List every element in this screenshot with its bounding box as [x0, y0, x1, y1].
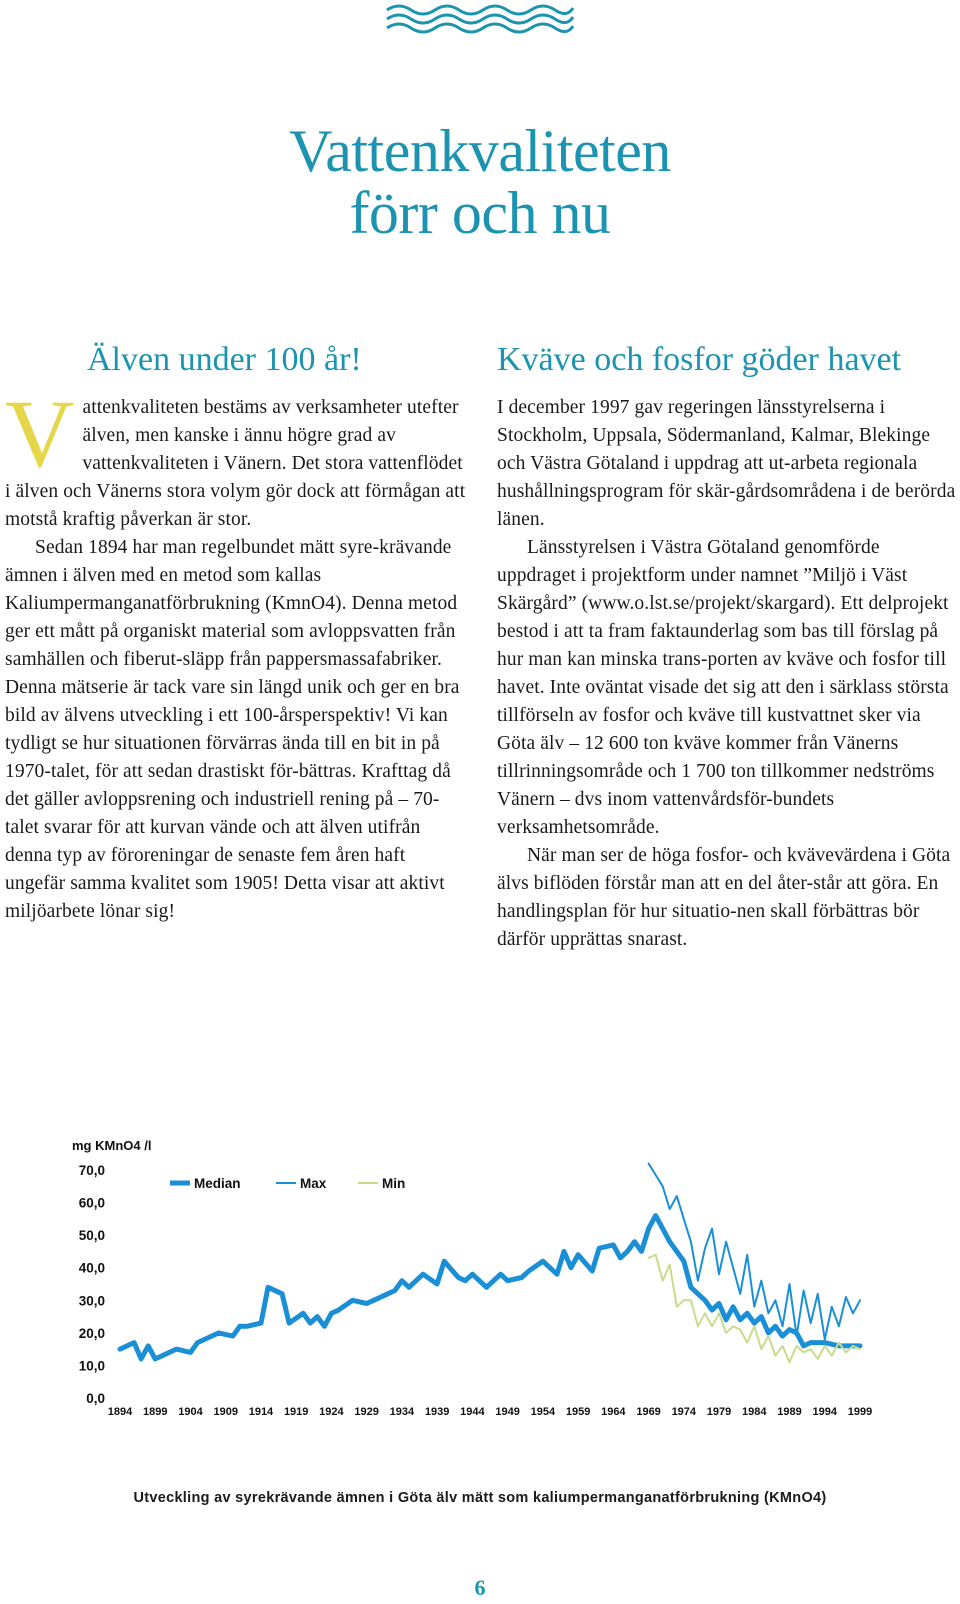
- x-tick-label: 1974: [671, 1406, 697, 1418]
- x-tick-label: 1949: [495, 1406, 520, 1418]
- left-heading: Älven under 100 år!: [87, 341, 362, 378]
- x-tick-label: 1939: [424, 1406, 450, 1418]
- y-tick-label: 70,0: [78, 1163, 105, 1178]
- series-line-max: [649, 1164, 860, 1340]
- left-column: [5, 340, 468, 926]
- y-tick-label: 0,0: [86, 1391, 105, 1406]
- left-paragraph-1-text: attenkvaliteten bestäms av verksamheter utefter älven, men kanske i ännu högre grad av vattenkvaliteten i Vänern. Det stora vattenflödet i älven och Vänerns stora volym gör dock att förmågan att motstå kraftig påverkan är stor.: [5, 397, 466, 530]
- x-tick-label: 1924: [319, 1406, 344, 1418]
- y-tick-label: 60,0: [78, 1195, 105, 1211]
- x-tick-label: 1984: [742, 1406, 767, 1418]
- series-line-min: [649, 1255, 860, 1363]
- x-tick-label: 1914: [248, 1406, 274, 1418]
- x-tick-label: 1989: [777, 1406, 802, 1418]
- wave-lines-icon: [385, 0, 575, 36]
- x-tick-label: 1904: [178, 1406, 203, 1418]
- right-paragraph-2: Länsstyrelsen i Västra Götaland genomförde uppdraget i projektform under namnet ”Miljö i Väst Skärgård” (www.o.lst.se/projekt/skargard). Ett delprojekt bestod i att ta fram faktaunderlag som bas till förslag på hur man kan minska trans-porten av kväve och fosfor till havet. Inte oväntat visade det sig att den i särklass största tillförseln av fosfor och kväve till kustvattnet sker via Göta älv – 12 600 ton kväve kommer från Vänerns tillrinningsområde och 1 700 ton tillkommer nedströms Vänern – dvs inom vattenvårdsför-bundets verksamhetsområde.: [497, 537, 949, 838]
- y-tick-label: 10,0: [78, 1358, 105, 1374]
- y-tick-label: 30,0: [78, 1293, 105, 1309]
- right-column: [497, 340, 960, 954]
- drop-cap: V: [5, 380, 75, 487]
- x-tick-label: 1969: [636, 1406, 661, 1418]
- y-axis-label: mg KMnO4 /l: [72, 1138, 152, 1153]
- x-tick-label: 1934: [389, 1406, 415, 1418]
- x-tick-label: 1909: [213, 1406, 238, 1418]
- x-tick-label: 1994: [812, 1406, 838, 1418]
- legend-label-min: Min: [382, 1176, 406, 1191]
- legend-label-median: Median: [194, 1176, 241, 1191]
- right-paragraph-1: I december 1997 gav regeringen länsstyrelserna i Stockholm, Uppsala, Södermanland, Kalmar, Blekinge och Västra Götaland i uppdrag att ut-arbeta regionala hushållningsprogram för skär-gårdsområdena i de berörda länen.: [497, 397, 956, 530]
- x-tick-label: 1944: [460, 1406, 485, 1418]
- page-number: 6: [474, 1575, 486, 1600]
- x-tick-label: 1894: [107, 1406, 133, 1418]
- x-tick-label: 1999: [847, 1406, 873, 1418]
- y-tick-label: 40,0: [78, 1260, 105, 1276]
- left-paragraph-2: Sedan 1894 har man regelbundet mätt syre-krävande ämnen i älven med en metod som kallas Kaliumpermanganatförbrukning (KmnO4). Denna metod ger ett mått på organiskt material som avloppsvatten från samhällen och fiberut-släpp från pappersmassafabriker. Denna mätserie är tack vare sin längd unik och ger en bra bild av älvens utveckling i ett 100-årsperspektiv! Vi kan tydligt se hur situationen förvärras ända till en bit in på 1970-talet, för att sedan drastiskt för-bättras. Krafttag då det gäller avloppsrening och industriell rening på – 70-talet svarar för att kurvan vände och att älven utifrån denna typ av föroreningar de senaste fem åren haft ungefär samma kvalitet som 1905! Detta visar att aktivt miljöarbete lönar sig!: [5, 537, 460, 922]
- x-tick-label: 1929: [354, 1406, 379, 1418]
- x-tick-label: 1964: [601, 1406, 626, 1418]
- x-tick-label: 1979: [706, 1406, 732, 1418]
- x-tick-label: 1919: [283, 1406, 309, 1418]
- right-heading: Kväve och fosfor göder havet: [497, 341, 902, 378]
- page-title: [0, 120, 960, 244]
- x-tick-label: 1899: [142, 1406, 168, 1418]
- y-tick-label: 20,0: [78, 1325, 105, 1341]
- kmno4-line-chart: [60, 1138, 960, 1455]
- page-title-line-1: Vattenkvaliteten: [289, 118, 671, 184]
- left-paragraph-1: [5, 380, 468, 534]
- x-tick-label: 1959: [565, 1406, 591, 1418]
- y-tick-label: 50,0: [78, 1228, 105, 1244]
- x-tick-label: 1954: [530, 1406, 556, 1418]
- legend-label-max: Max: [300, 1176, 327, 1191]
- page-title-line-2: förr och nu: [349, 180, 611, 246]
- right-paragraph-3: När man ser de höga fosfor- och kvävevärdena i Göta älvs biflöden förstår man att en del åter-står att göra. En handlingsplan för hur situatio-nen skall förbättras bör därför upprättas snarast.: [497, 845, 951, 950]
- chart-caption: Utveckling av syrekrävande ämnen i Göta älv mätt som kaliumpermanganatförbrukning (KMnO4): [133, 1490, 827, 1506]
